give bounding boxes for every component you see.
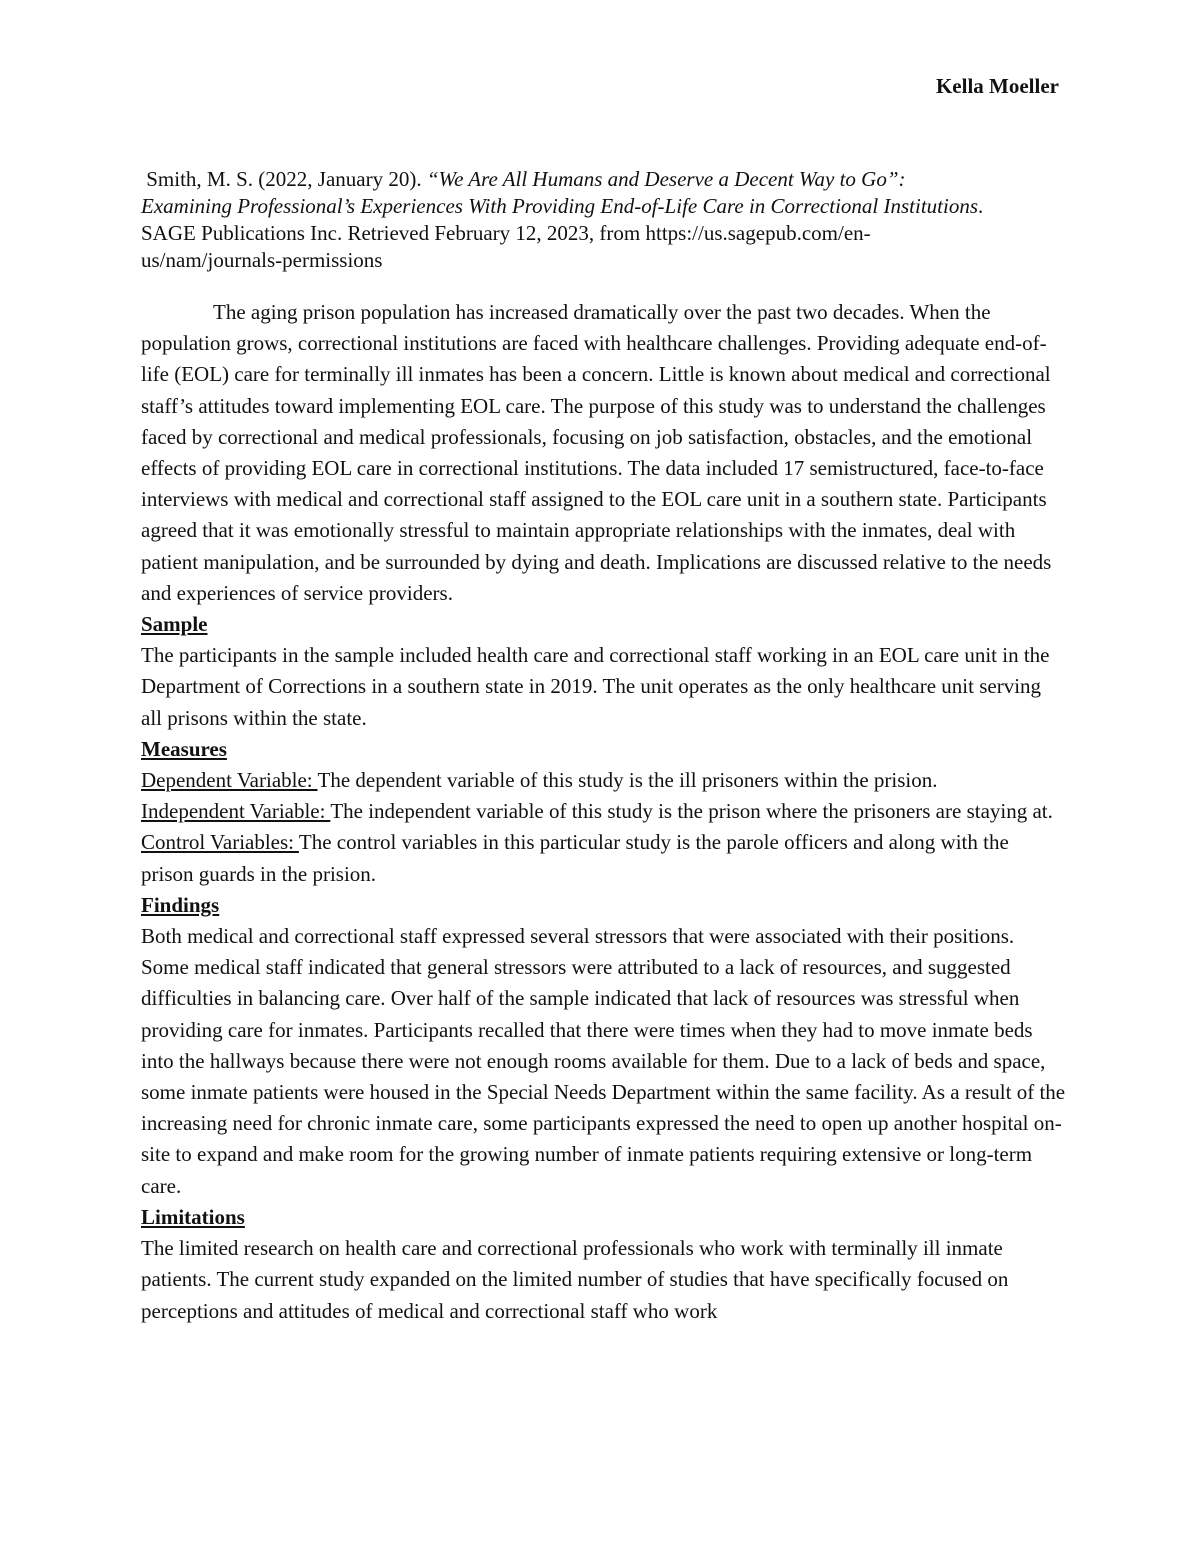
dependent-variable (141, 765, 1066, 796)
independent-variable (141, 796, 1066, 827)
findings-heading: Findings (141, 892, 220, 917)
findings-paragraph: Both medical and correctional staff expressed several stressors that were associated with their positions. Some medical staff indicated that general stressors were attributed to a lack of resources, and suggested difficulties in balancing care. Over half of the sample indicated that lack of resources was stressful when providing care for inmates. Participants recalled that there were times when they had to move inmate beds into the hallways because there were not enough rooms available for them. Due to a lack of beds and space, some inmate patients were housed in the Special Needs Department within the same facility. As a result of the increasing need for chronic inmate care, some participants expressed the need to open up another hospital on-site to expand and make room for the growing number of inmate patients requiring extensive or long-term care. (141, 924, 1066, 1198)
limitations-heading: Limitations (141, 1204, 245, 1229)
limitations-paragraph: The limited research on health care and correctional professionals who work with terminally ill inmate patients. The current study expanded on the limited number of studies that have specifically focused on perceptions and attitudes of medical and correctional staff who work (141, 1236, 1009, 1323)
independent-variable-text: The independent variable of this study is the prison where the prisoners are staying at. (330, 799, 1053, 824)
control-variables (141, 827, 1066, 889)
author-name: Kella Moeller (935, 74, 1059, 98)
dependent-variable-text: The dependent variable of this study is the ill prisoners within the prision. (317, 768, 938, 793)
document-body (141, 297, 1066, 1327)
citation-source: . SAGE Publications Inc. Retrieved February 12, 2023, from https://us.sagepub.com/en-us/nam/journals-permissions (141, 194, 984, 272)
abstract-paragraph: The aging prison population has increased dramatically over the past two decades. When the population grows, correctional institutions are faced with healthcare challenges. Providing adequate end-of-life (EOL) care for terminally ill inmates has been a concern. Little is known about medical and correctional staff’s attitudes toward implementing EOL care. The purpose of this study was to understand the challenges faced by correctional and medical professionals, focusing on job satisfaction, obstacles, and the emotional effects of providing EOL care in correctional institutions. The data included 17 semistructured, face-to-face interviews with medical and correctional staff assigned to the EOL care unit in a southern state. Participants agreed that it was emotionally stressful to maintain appropriate relationships with the inmates, deal with patient manipulation, and be surrounded by dying and death. Implications are discussed relative to the needs and experiences of service providers. (141, 300, 1052, 605)
citation-title: “We Are All Humans and Deserve a Decent Way to Go”: Examining Professional’s Experiences With Providing End-of-Life Care in Correctional Institutions (141, 167, 979, 218)
measures-heading: Measures (141, 736, 227, 761)
control-variables-label: Control Variables: (141, 830, 299, 855)
control-variables-text: The control variables in this particular study is the parole officers and along with the prison guards in the prision. (141, 830, 1009, 886)
independent-variable-label: Independent Variable: (141, 799, 331, 824)
citation (141, 166, 1001, 274)
sample-heading: Sample (141, 612, 208, 637)
sample-paragraph: The participants in the sample included health care and correctional staff working in an EOL care unit in the Department of Corrections in a southern state in 2019. The unit operates as the only healthcare unit serving all prisons within the state. (141, 643, 1050, 730)
citation-lead: Smith, M. S. (2022, January 20). (146, 167, 427, 191)
dependent-variable-label: Dependent Variable: (141, 768, 318, 793)
